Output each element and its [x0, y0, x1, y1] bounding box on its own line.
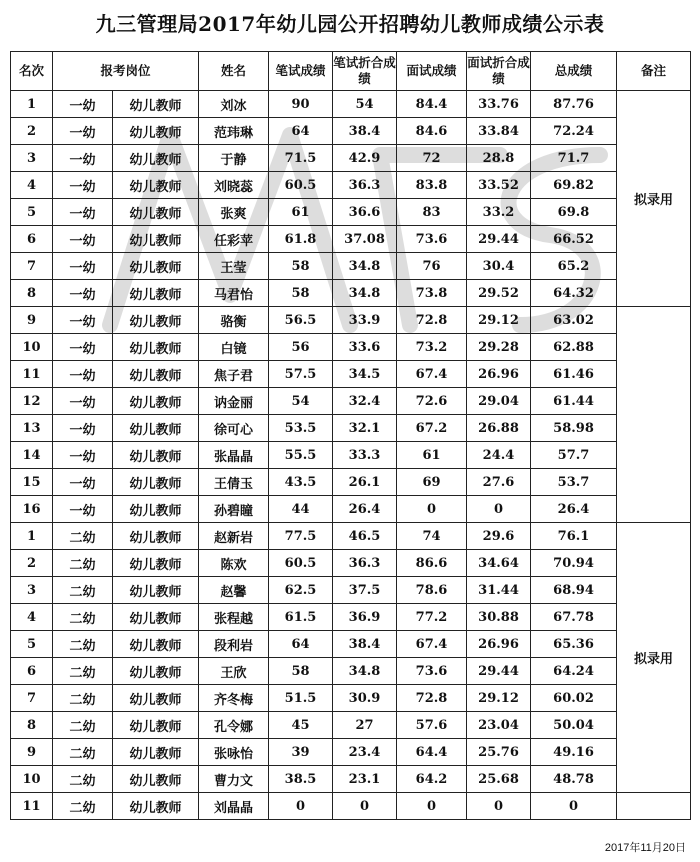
table-row: [11, 361, 691, 388]
written-conv-cell: 34.8: [333, 658, 397, 685]
written-cell: 45: [269, 712, 333, 739]
name-cell: 赵新岩: [199, 523, 269, 550]
name-cell: 马君怡: [199, 280, 269, 307]
interview-conv-cell: 29.28: [467, 334, 531, 361]
written-cell: 60.5: [269, 550, 333, 577]
name-cell: 徐可心: [199, 415, 269, 442]
job-cell: 幼儿教师: [113, 631, 199, 658]
table-row: [11, 523, 691, 550]
written-conv-cell: 34.5: [333, 361, 397, 388]
rank-cell: 9: [11, 739, 53, 766]
job-cell: 幼儿教师: [113, 226, 199, 253]
interview-conv-cell: 0: [467, 496, 531, 523]
interview-cell: 72.6: [397, 388, 467, 415]
table-row: [11, 334, 691, 361]
table-body: [11, 91, 691, 820]
interview-conv-cell: 33.52: [467, 172, 531, 199]
interview-cell: 73.6: [397, 658, 467, 685]
interview-cell: 72.8: [397, 307, 467, 334]
table-row: [11, 604, 691, 631]
school-cell: 一幼: [53, 469, 113, 496]
header-written: 笔试成绩: [269, 52, 333, 91]
total-cell: 57.7: [531, 442, 617, 469]
interview-conv-cell: 26.96: [467, 361, 531, 388]
table-row: [11, 685, 691, 712]
header-total: 总成绩: [531, 52, 617, 91]
name-cell: 刘晶晶: [199, 793, 269, 820]
table-row: [11, 577, 691, 604]
rank-cell: 11: [11, 793, 53, 820]
interview-conv-cell: 26.96: [467, 631, 531, 658]
interview-cell: 78.6: [397, 577, 467, 604]
interview-cell: 83: [397, 199, 467, 226]
header-row: [11, 52, 691, 91]
written-conv-cell: 42.9: [333, 145, 397, 172]
total-cell: 68.94: [531, 577, 617, 604]
total-cell: 63.02: [531, 307, 617, 334]
rank-cell: 10: [11, 766, 53, 793]
total-cell: 61.44: [531, 388, 617, 415]
written-conv-cell: 36.6: [333, 199, 397, 226]
rank-cell: 7: [11, 253, 53, 280]
written-conv-cell: 38.4: [333, 118, 397, 145]
school-cell: 一幼: [53, 307, 113, 334]
written-cell: 57.5: [269, 361, 333, 388]
written-cell: 56: [269, 334, 333, 361]
written-conv-cell: 34.8: [333, 280, 397, 307]
table-row: [11, 388, 691, 415]
job-cell: 幼儿教师: [113, 280, 199, 307]
rank-cell: 3: [11, 577, 53, 604]
interview-conv-cell: 29.12: [467, 685, 531, 712]
written-conv-cell: 26.1: [333, 469, 397, 496]
school-cell: 二幼: [53, 523, 113, 550]
written-cell: 90: [269, 91, 333, 118]
name-cell: 张晶晶: [199, 442, 269, 469]
name-cell: 王倩玉: [199, 469, 269, 496]
rank-cell: 13: [11, 415, 53, 442]
rank-cell: 4: [11, 172, 53, 199]
publish-date: 2017年11月20日: [604, 842, 686, 854]
rank-cell: 7: [11, 685, 53, 712]
interview-conv-cell: 33.2: [467, 199, 531, 226]
written-conv-cell: 33.6: [333, 334, 397, 361]
interview-cell: 0: [397, 496, 467, 523]
interview-conv-cell: 29.6: [467, 523, 531, 550]
written-cell: 51.5: [269, 685, 333, 712]
total-cell: 0: [531, 793, 617, 820]
rank-cell: 4: [11, 604, 53, 631]
name-cell: 陈欢: [199, 550, 269, 577]
results-table: [10, 51, 691, 820]
remark-cell: 拟录用: [617, 91, 691, 307]
table-row: [11, 442, 691, 469]
rank-cell: 2: [11, 550, 53, 577]
header-interview-conv: 面试折合成绩: [467, 52, 531, 91]
school-cell: 一幼: [53, 280, 113, 307]
school-cell: 一幼: [53, 334, 113, 361]
interview-conv-cell: 24.4: [467, 442, 531, 469]
school-cell: 二幼: [53, 766, 113, 793]
written-conv-cell: 36.9: [333, 604, 397, 631]
job-cell: 幼儿教师: [113, 442, 199, 469]
rank-cell: 8: [11, 712, 53, 739]
job-cell: 幼儿教师: [113, 334, 199, 361]
school-cell: 一幼: [53, 199, 113, 226]
total-cell: 64.24: [531, 658, 617, 685]
school-cell: 一幼: [53, 442, 113, 469]
job-cell: 幼儿教师: [113, 766, 199, 793]
table-row: [11, 712, 691, 739]
total-cell: 69.8: [531, 199, 617, 226]
interview-cell: 0: [397, 793, 467, 820]
interview-conv-cell: 27.6: [467, 469, 531, 496]
rank-cell: 10: [11, 334, 53, 361]
name-cell: 孙碧瞳: [199, 496, 269, 523]
rank-cell: 1: [11, 523, 53, 550]
job-cell: 幼儿教师: [113, 739, 199, 766]
total-cell: 50.04: [531, 712, 617, 739]
job-cell: 幼儿教师: [113, 388, 199, 415]
written-conv-cell: 54: [333, 91, 397, 118]
written-conv-cell: 33.9: [333, 307, 397, 334]
table-row: [11, 631, 691, 658]
interview-cell: 73.6: [397, 226, 467, 253]
written-cell: 43.5: [269, 469, 333, 496]
interview-cell: 69: [397, 469, 467, 496]
school-cell: 一幼: [53, 118, 113, 145]
written-conv-cell: 36.3: [333, 172, 397, 199]
rank-cell: 14: [11, 442, 53, 469]
written-conv-cell: 23.4: [333, 739, 397, 766]
interview-cell: 64.4: [397, 739, 467, 766]
rank-cell: 12: [11, 388, 53, 415]
table-row: [11, 550, 691, 577]
job-cell: 幼儿教师: [113, 550, 199, 577]
written-cell: 39: [269, 739, 333, 766]
table-row: [11, 118, 691, 145]
interview-cell: 67.2: [397, 415, 467, 442]
header-rank: 名次: [11, 52, 53, 91]
name-cell: 段利岩: [199, 631, 269, 658]
remark-empty-cell: [617, 307, 691, 523]
name-cell: 王莹: [199, 253, 269, 280]
interview-cell: 73.8: [397, 280, 467, 307]
school-cell: 二幼: [53, 604, 113, 631]
name-cell: 孔令娜: [199, 712, 269, 739]
school-cell: 二幼: [53, 550, 113, 577]
name-cell: 王欣: [199, 658, 269, 685]
interview-conv-cell: 29.12: [467, 307, 531, 334]
interview-cell: 74: [397, 523, 467, 550]
total-cell: 58.98: [531, 415, 617, 442]
rank-cell: 6: [11, 226, 53, 253]
school-cell: 一幼: [53, 226, 113, 253]
job-cell: 幼儿教师: [113, 253, 199, 280]
name-cell: 曹力文: [199, 766, 269, 793]
written-cell: 0: [269, 793, 333, 820]
name-cell: 刘晓蕊: [199, 172, 269, 199]
table-row: [11, 199, 691, 226]
table-row: [11, 307, 691, 334]
table-row: [11, 145, 691, 172]
written-conv-cell: 26.4: [333, 496, 397, 523]
rank-cell: 8: [11, 280, 53, 307]
school-cell: 一幼: [53, 496, 113, 523]
written-cell: 61.8: [269, 226, 333, 253]
school-cell: 一幼: [53, 253, 113, 280]
table-row: [11, 739, 691, 766]
interview-cell: 57.6: [397, 712, 467, 739]
rank-cell: 15: [11, 469, 53, 496]
job-cell: 幼儿教师: [113, 361, 199, 388]
name-cell: 齐冬梅: [199, 685, 269, 712]
job-cell: 幼儿教师: [113, 523, 199, 550]
header-interview: 面试成绩: [397, 52, 467, 91]
name-cell: 于静: [199, 145, 269, 172]
interview-conv-cell: 29.44: [467, 226, 531, 253]
school-cell: 一幼: [53, 361, 113, 388]
interview-cell: 77.2: [397, 604, 467, 631]
rank-cell: 9: [11, 307, 53, 334]
job-cell: 幼儿教师: [113, 307, 199, 334]
name-cell: 赵馨: [199, 577, 269, 604]
header-name: 姓名: [199, 52, 269, 91]
written-conv-cell: 38.4: [333, 631, 397, 658]
table-row: [11, 172, 691, 199]
written-cell: 56.5: [269, 307, 333, 334]
written-conv-cell: 36.3: [333, 550, 397, 577]
table-row: [11, 658, 691, 685]
interview-conv-cell: 33.76: [467, 91, 531, 118]
interview-conv-cell: 29.44: [467, 658, 531, 685]
interview-cell: 67.4: [397, 361, 467, 388]
rank-cell: 16: [11, 496, 53, 523]
total-cell: 61.46: [531, 361, 617, 388]
job-cell: 幼儿教师: [113, 118, 199, 145]
total-cell: 64.32: [531, 280, 617, 307]
job-cell: 幼儿教师: [113, 415, 199, 442]
name-cell: 焦子君: [199, 361, 269, 388]
job-cell: 幼儿教师: [113, 793, 199, 820]
interview-conv-cell: 26.88: [467, 415, 531, 442]
school-cell: 一幼: [53, 145, 113, 172]
total-cell: 49.16: [531, 739, 617, 766]
job-cell: 幼儿教师: [113, 145, 199, 172]
table-row: [11, 793, 691, 820]
written-cell: 44: [269, 496, 333, 523]
interview-conv-cell: 0: [467, 793, 531, 820]
rank-cell: 5: [11, 631, 53, 658]
interview-cell: 86.6: [397, 550, 467, 577]
table-row: [11, 469, 691, 496]
total-cell: 26.4: [531, 496, 617, 523]
interview-cell: 72: [397, 145, 467, 172]
header-position: 报考岗位: [53, 52, 199, 91]
written-cell: 64: [269, 118, 333, 145]
job-cell: 幼儿教师: [113, 685, 199, 712]
remark-empty-cell: [617, 793, 691, 820]
school-cell: 二幼: [53, 631, 113, 658]
written-cell: 58: [269, 253, 333, 280]
interview-conv-cell: 34.64: [467, 550, 531, 577]
total-cell: 69.82: [531, 172, 617, 199]
total-cell: 62.88: [531, 334, 617, 361]
table-row: [11, 496, 691, 523]
school-cell: 一幼: [53, 388, 113, 415]
school-cell: 二幼: [53, 793, 113, 820]
name-cell: 范玮琳: [199, 118, 269, 145]
table-row: [11, 226, 691, 253]
table-row: [11, 415, 691, 442]
total-cell: 72.24: [531, 118, 617, 145]
written-conv-cell: 0: [333, 793, 397, 820]
total-cell: 71.7: [531, 145, 617, 172]
rank-cell: 11: [11, 361, 53, 388]
rank-cell: 3: [11, 145, 53, 172]
written-conv-cell: 37.08: [333, 226, 397, 253]
interview-conv-cell: 28.8: [467, 145, 531, 172]
interview-conv-cell: 31.44: [467, 577, 531, 604]
header-remark: 备注: [617, 52, 691, 91]
rank-cell: 6: [11, 658, 53, 685]
table-row: [11, 766, 691, 793]
name-cell: 白镜: [199, 334, 269, 361]
written-conv-cell: 27: [333, 712, 397, 739]
total-cell: 87.76: [531, 91, 617, 118]
job-cell: 幼儿教师: [113, 469, 199, 496]
rank-cell: 5: [11, 199, 53, 226]
school-cell: 一幼: [53, 91, 113, 118]
job-cell: 幼儿教师: [113, 91, 199, 118]
total-cell: 67.78: [531, 604, 617, 631]
written-cell: 55.5: [269, 442, 333, 469]
interview-conv-cell: 25.76: [467, 739, 531, 766]
total-cell: 66.52: [531, 226, 617, 253]
school-cell: 二幼: [53, 685, 113, 712]
job-cell: 幼儿教师: [113, 712, 199, 739]
written-cell: 64: [269, 631, 333, 658]
table-row: [11, 253, 691, 280]
name-cell: 讷金丽: [199, 388, 269, 415]
interview-cell: 73.2: [397, 334, 467, 361]
school-cell: 二幼: [53, 739, 113, 766]
school-cell: 一幼: [53, 172, 113, 199]
job-cell: 幼儿教师: [113, 658, 199, 685]
total-cell: 48.78: [531, 766, 617, 793]
job-cell: 幼儿教师: [113, 577, 199, 604]
total-cell: 65.36: [531, 631, 617, 658]
interview-cell: 84.6: [397, 118, 467, 145]
name-cell: 骆衡: [199, 307, 269, 334]
interview-conv-cell: 30.4: [467, 253, 531, 280]
job-cell: 幼儿教师: [113, 199, 199, 226]
total-cell: 53.7: [531, 469, 617, 496]
interview-cell: 61: [397, 442, 467, 469]
job-cell: 幼儿教师: [113, 604, 199, 631]
table-row: [11, 280, 691, 307]
written-conv-cell: 33.3: [333, 442, 397, 469]
page-title: 九三管理局2017年幼儿园公开招聘幼儿教师成绩公示表: [95, 12, 605, 36]
school-cell: 二幼: [53, 577, 113, 604]
total-cell: 76.1: [531, 523, 617, 550]
name-cell: 任彩苹: [199, 226, 269, 253]
rank-cell: 2: [11, 118, 53, 145]
written-cell: 58: [269, 658, 333, 685]
remark-cell: 拟录用: [617, 523, 691, 793]
interview-conv-cell: 23.04: [467, 712, 531, 739]
school-cell: 二幼: [53, 712, 113, 739]
interview-cell: 76: [397, 253, 467, 280]
written-conv-cell: 30.9: [333, 685, 397, 712]
written-conv-cell: 34.8: [333, 253, 397, 280]
name-cell: 张程越: [199, 604, 269, 631]
written-cell: 60.5: [269, 172, 333, 199]
interview-conv-cell: 30.88: [467, 604, 531, 631]
header-written-conv: 笔试折合成绩: [333, 52, 397, 91]
interview-conv-cell: 29.04: [467, 388, 531, 415]
interview-conv-cell: 25.68: [467, 766, 531, 793]
written-cell: 53.5: [269, 415, 333, 442]
interview-cell: 64.2: [397, 766, 467, 793]
total-cell: 60.02: [531, 685, 617, 712]
school-cell: 二幼: [53, 658, 113, 685]
interview-cell: 72.8: [397, 685, 467, 712]
job-cell: 幼儿教师: [113, 172, 199, 199]
written-cell: 62.5: [269, 577, 333, 604]
name-cell: 刘冰: [199, 91, 269, 118]
written-cell: 38.5: [269, 766, 333, 793]
written-cell: 71.5: [269, 145, 333, 172]
written-conv-cell: 32.4: [333, 388, 397, 415]
name-cell: 张咏怡: [199, 739, 269, 766]
written-conv-cell: 46.5: [333, 523, 397, 550]
written-cell: 58: [269, 280, 333, 307]
interview-conv-cell: 33.84: [467, 118, 531, 145]
written-cell: 54: [269, 388, 333, 415]
total-cell: 70.94: [531, 550, 617, 577]
written-cell: 61.5: [269, 604, 333, 631]
written-cell: 77.5: [269, 523, 333, 550]
written-conv-cell: 32.1: [333, 415, 397, 442]
written-conv-cell: 23.1: [333, 766, 397, 793]
written-cell: 61: [269, 199, 333, 226]
school-cell: 一幼: [53, 415, 113, 442]
rank-cell: 1: [11, 91, 53, 118]
written-conv-cell: 37.5: [333, 577, 397, 604]
table-row: [11, 91, 691, 118]
name-cell: 张爽: [199, 199, 269, 226]
total-cell: 65.2: [531, 253, 617, 280]
interview-conv-cell: 29.52: [467, 280, 531, 307]
interview-cell: 83.8: [397, 172, 467, 199]
job-cell: 幼儿教师: [113, 496, 199, 523]
interview-cell: 67.4: [397, 631, 467, 658]
interview-cell: 84.4: [397, 91, 467, 118]
